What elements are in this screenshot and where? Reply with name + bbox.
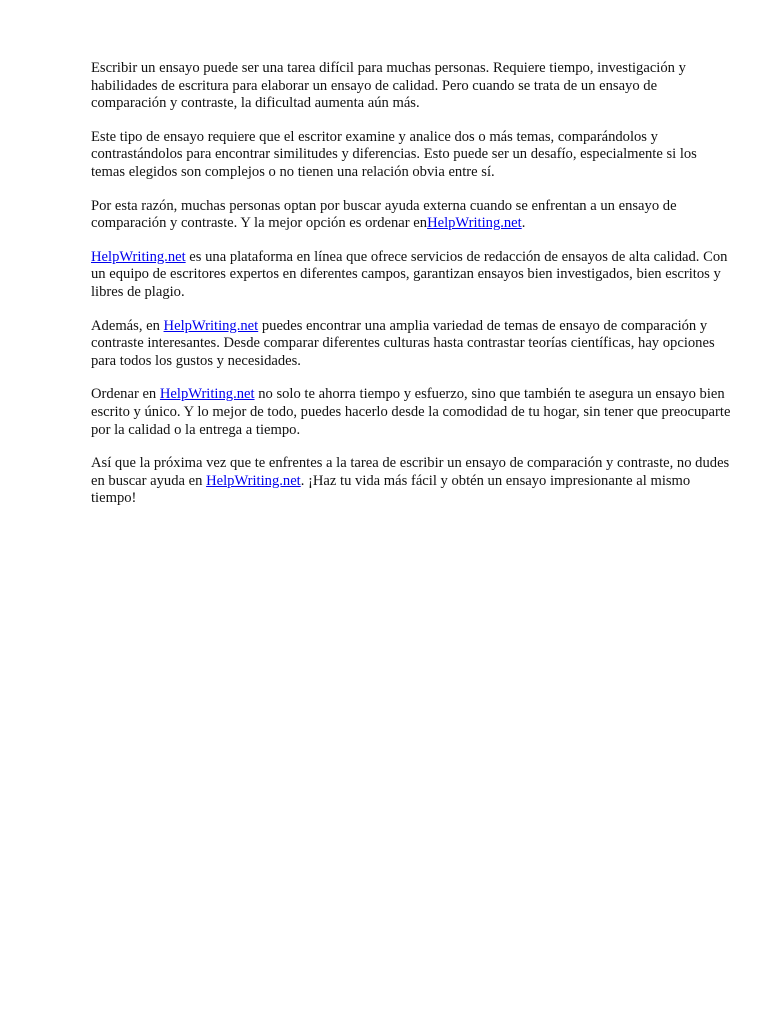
document-page [91, 60, 731, 524]
paragraph-essay-type: Este tipo de ensayo requiere que el escritor examine y analice dos o más temas, comparándolos y contrastándolos para encontrar similitudes y diferencias. Esto puede ser un desafío, especialmente si los temas elegidos son complejos o no tienen una relación obvia entre sí. [91, 128, 697, 180]
helpwriting-link[interactable]: HelpWriting.net [91, 248, 186, 265]
paragraph-text: Ordenar en [91, 386, 160, 403]
paragraph-text: . [521, 215, 526, 232]
helpwriting-link[interactable]: HelpWriting.net [427, 215, 522, 232]
paragraph-text: no solo te ahorra tiempo y esfuerzo, sino que también te asegura un ensayo bien escrito y único. Y lo mejor de todo, puedes hacerlo desde la comodidad de tu hogar, sin tener que preocuparte por la calidad o la entrega a tiempo. [91, 386, 731, 438]
paragraph-text: Así que la próxima vez que te enfrentes a la tarea de escribir un ensayo de comparación y contraste, no dudes en buscar ayuda en [91, 455, 730, 489]
paragraph-text: puedes encontrar una amplia variedad de temas de ensayo de comparación y contraste interesantes. Desde comparar diferentes culturas hasta contrastar teorías científicas, hay opciones para todos los gustos y necesidades. [91, 317, 715, 369]
paragraph-ordering [91, 386, 731, 439]
paragraph-external-help [91, 198, 731, 233]
paragraph-platform [91, 249, 731, 302]
paragraph-text: . ¡Haz tu vida más fácil y obtén un ensayo impresionante al mismo tiempo! [91, 472, 691, 507]
helpwriting-link[interactable]: HelpWriting.net [159, 386, 255, 403]
helpwriting-link[interactable]: HelpWriting.net [163, 317, 259, 334]
paragraph-text: Por esta razón, muchas personas optan por buscar ayuda externa cuando se enfrentan a un ensayo de comparación y contraste. Y la mejor opción es ordenar en [91, 197, 677, 232]
paragraph-intro: Escribir un ensayo puede ser una tarea difícil para muchas personas. Requiere tiempo, investigación y habilidades de escritura para elaborar un ensayo de calidad. Pero cuando se trata de un ensayo de comparación y contraste, la dificultad aumenta aún más. [91, 60, 686, 112]
paragraph-closing [91, 455, 731, 508]
paragraph-text: es una plataforma en línea que ofrece servicios de redacción de ensayos de alta calidad. Con un equipo de escritores expertos en diferentes campos, garantizan ensayos bien investigados, bien escritos y libres de plagio. [91, 248, 728, 300]
helpwriting-link[interactable]: HelpWriting.net [206, 472, 301, 489]
paragraph-topics [91, 318, 731, 371]
paragraph-text: Además, en [91, 317, 164, 334]
